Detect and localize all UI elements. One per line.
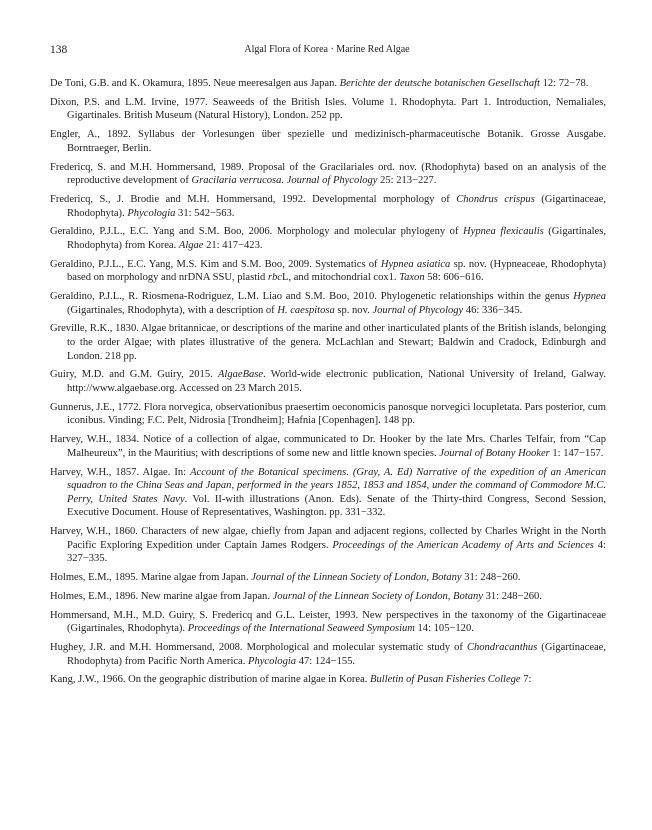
reference-text: 21: 417−423.: [203, 239, 263, 251]
reference-entry: [50, 525, 606, 566]
reference-entry: [50, 96, 606, 123]
reference-italic-text: Hypnea asiatica: [380, 258, 451, 270]
reference-text: Greville, R.K., 1830. Algae britannicae, or descriptions of the marine and other inarticulated plants of the British islands, belonging to the order Algae; with plates illustrative of the genera. McLachlan and Stewart; Baldwin and Cradock, Edinburgh and London. 218 pp.: [50, 323, 606, 362]
reference-italic-text: AlgaeBase: [217, 369, 264, 381]
reference-italic-text: Phycologia: [248, 655, 297, 667]
reference-text: 1: 147−157.: [549, 447, 604, 459]
reference-text: De Toni, G.B. and K. Okamura, 1895. Neue meeresalgen aus Japan.: [50, 78, 340, 89]
reference-entry: [50, 590, 606, 604]
reference-italic-text: Gracilaria verrucosa. Journal of Phycology: [191, 175, 378, 187]
reference-italic-text: Berichte der deutsche botanischen Gesellschaft: [339, 78, 540, 89]
reference-text: Dixon, P.S. and L.M. Irvine, 1977. Seaweeds of the British Isles. Volume 1. Rhodophyta. Part 1. Introduction, Nemaliales, Gigartinales. British Museum (Natural History), London. 252 pp.: [50, 96, 606, 122]
reference-list: [50, 77, 606, 692]
reference-text: Gunnerus, J.E., 1772. Flora norvegica, observationibus praesertim oeconomicis panosque norvegici locupletata. Pars posterior, cum iconibus. Vinding; F.C. Pelt, Nidrosia [Trondheim]; Hafnia [Copenhagen]. 148 pp.: [50, 401, 606, 427]
reference-text: 31: 542−563.: [175, 207, 235, 219]
reference-text: L, and mitochondrial cox1.: [282, 272, 400, 284]
reference-italic-text: Algae: [178, 239, 204, 251]
reference-entry: [50, 290, 606, 317]
reference-text: sp. nov.: [334, 304, 373, 316]
reference-entry: [50, 161, 606, 188]
reference-entry: [50, 466, 606, 520]
page-header: [50, 44, 604, 60]
reference-italic-text: Account of the Botanical specimens. (Gray, A. Ed) Narrative of the expedition of an American squadron to the China Seas and Japan, performed in the years 1852, 1853 and 1854, under the command of Commodore M.C. Perry, United States Navy: [67, 466, 606, 505]
reference-text: Holmes, E.M., 1896. New marine algae from Japan.: [50, 590, 273, 602]
reference-text: 46: 336−345.: [463, 304, 523, 316]
reference-text: 12: 72−78.: [539, 78, 589, 89]
reference-text: 7:: [520, 674, 532, 686]
reference-italic-text: Proceedings of the International Seaweed Symposium: [187, 623, 415, 635]
reference-text: (Gigartinaceae, Rhodophyta).: [67, 193, 606, 219]
reference-text: Harvey, W.H., 1857. Algae. In:: [50, 466, 191, 478]
reference-italic-text: H. caespitosa: [277, 304, 335, 316]
reference-entry: [50, 322, 606, 363]
reference-text: 31: 248−260.: [461, 572, 521, 584]
reference-text: Engler, A., 1892. Syllabus der Vorlesungen über spezielle und medizinisch-pharmaceutische Botanik. Grosse Ausgabe. Borntraeger, Berlin.: [50, 129, 606, 154]
reference-text: (Gigartinaceae, Rhodophyta) from Pacific North America.: [67, 641, 607, 667]
reference-text: sp. nov. (Hypneaceae, Rhodophyta) based on morphology and nrDNA SSU, plastid: [67, 258, 606, 284]
reference-text: Fredericq, S., J. Brodie and M.H. Hommersand, 1992. Developmental morphology of: [50, 193, 457, 205]
reference-entry: [50, 77, 606, 91]
reference-italic-text: Bulletin of Pusan Fisheries College: [370, 674, 521, 686]
reference-text: 14: 105−120.: [414, 623, 474, 635]
running-head: Algal Flora of Korea · Marine Red Algae: [244, 44, 410, 55]
reference-italic-text: Chondrus crispus: [456, 193, 535, 205]
reference-text: Holmes, E.M., 1895. Marine algae from Japan.: [50, 572, 252, 584]
reference-text: Guiry, M.D. and G.M. Guiry, 2015.: [50, 369, 218, 381]
reference-text: Fredericq, S. and M.H. Hommersand, 1989. Proposal of the Gracilariales ord. nov. (Rhodophyta) based on an analysis of the reproductive development of: [50, 161, 606, 187]
reference-text: (Gigartinales, Rhodophyta) from Korea.: [67, 226, 606, 251]
reference-italic-text: Phycologia: [127, 207, 176, 219]
reference-entry: [50, 641, 606, 668]
reference-italic-text: Journal of the Linnean Society of London, Botany: [272, 590, 483, 602]
reference-italic-text: Journal of Botany Hooker: [439, 447, 550, 459]
reference-entry: [50, 368, 606, 395]
reference-italic-text: Taxon: [399, 272, 425, 284]
reference-text: 4: 327−335.: [67, 539, 606, 565]
reference-italic-text: Hypnea: [573, 291, 606, 303]
reference-italic-text: Chondracanthus: [466, 641, 538, 653]
reference-text: 31: 248−260.: [482, 590, 542, 602]
reference-text: Harvey, W.H., 1834. Notice of a collection of algae, communicated to Dr. Hooker by the late Mrs. Charles Telfair, from “Cap Malheureux”, in the Mauritius; with descriptions of some new and little known species.: [50, 434, 606, 459]
reference-text: 58: 606−616.: [424, 272, 484, 284]
reference-text: Geraldino, P.J.L., R. Riosmena-Rodriguez, L.M. Liao and S.M. Boo, 2010. Phylogenetic relationships within the genus: [50, 291, 574, 303]
reference-entry: [50, 401, 606, 428]
reference-entry: [50, 609, 606, 636]
reference-italic-text: Proceedings of the American Academy of Arts and Sciences: [332, 539, 594, 551]
reference-text: 47: 124−155.: [296, 655, 356, 667]
reference-entry: [50, 673, 606, 687]
reference-text: . Vol. II-with illustrations (Anon. Eds). Senate of the Thirty-third Congress, Second Session, Executive Document. House of Representatives, Washington. pp. 331−332.: [67, 493, 606, 519]
reference-text: Hommersand, M.H., M.D. Guiry, S. Fredericq and G.L. Leister, 1993. New perspectives in the taxonomy of the Gigartinaceae (Gigartinales, Rhodophyta).: [50, 609, 606, 635]
reference-italic-text: Hypnea flexicaulis: [463, 226, 544, 238]
reference-entry: [50, 258, 606, 285]
reference-text: Hughey, J.R. and M.H. Hommersand, 2008. Morphological and molecular systematic study of: [50, 641, 467, 653]
reference-entry: [50, 128, 606, 155]
reference-text: Harvey, W.H., 1860. Characters of new algae, chiefly from Japan and adjacent regions, collected by Charles Wright in the North Pacific Exploring Expedition under Captain James Rodgers.: [50, 526, 606, 551]
reference-text: (Gigartinales, Rhodophyta), with a description of: [67, 304, 278, 316]
page-number: 138: [50, 44, 68, 56]
reference-text: . World-wide electronic publication, National University of Ireland, Galway. http://www.algaebase.org. Accessed on 23 March 2015.: [67, 369, 606, 394]
reference-entry: [50, 193, 606, 220]
reference-italic-text: Journal of the Linnean Society of London, Botany: [251, 572, 462, 584]
reference-text: Geraldino, P.J.L., E.C. Yang, M.S. Kim and S.M. Boo, 2009. Systematics of: [50, 258, 381, 270]
reference-italic-text: Journal of Phycology: [372, 304, 464, 316]
reference-entry: [50, 433, 606, 460]
reference-text: Kang, J.W., 1966. On the geographic distribution of marine algae in Korea.: [50, 674, 371, 686]
reference-text: Geraldino, P.J.L., E.C. Yang and S.M. Boo, 2006. Morphology and molecular phylogeny of: [50, 226, 464, 238]
reference-italic-text: rbc: [267, 272, 283, 284]
reference-entry: [50, 571, 606, 585]
reference-text: 25: 213−227.: [377, 175, 437, 187]
reference-entry: [50, 225, 606, 252]
